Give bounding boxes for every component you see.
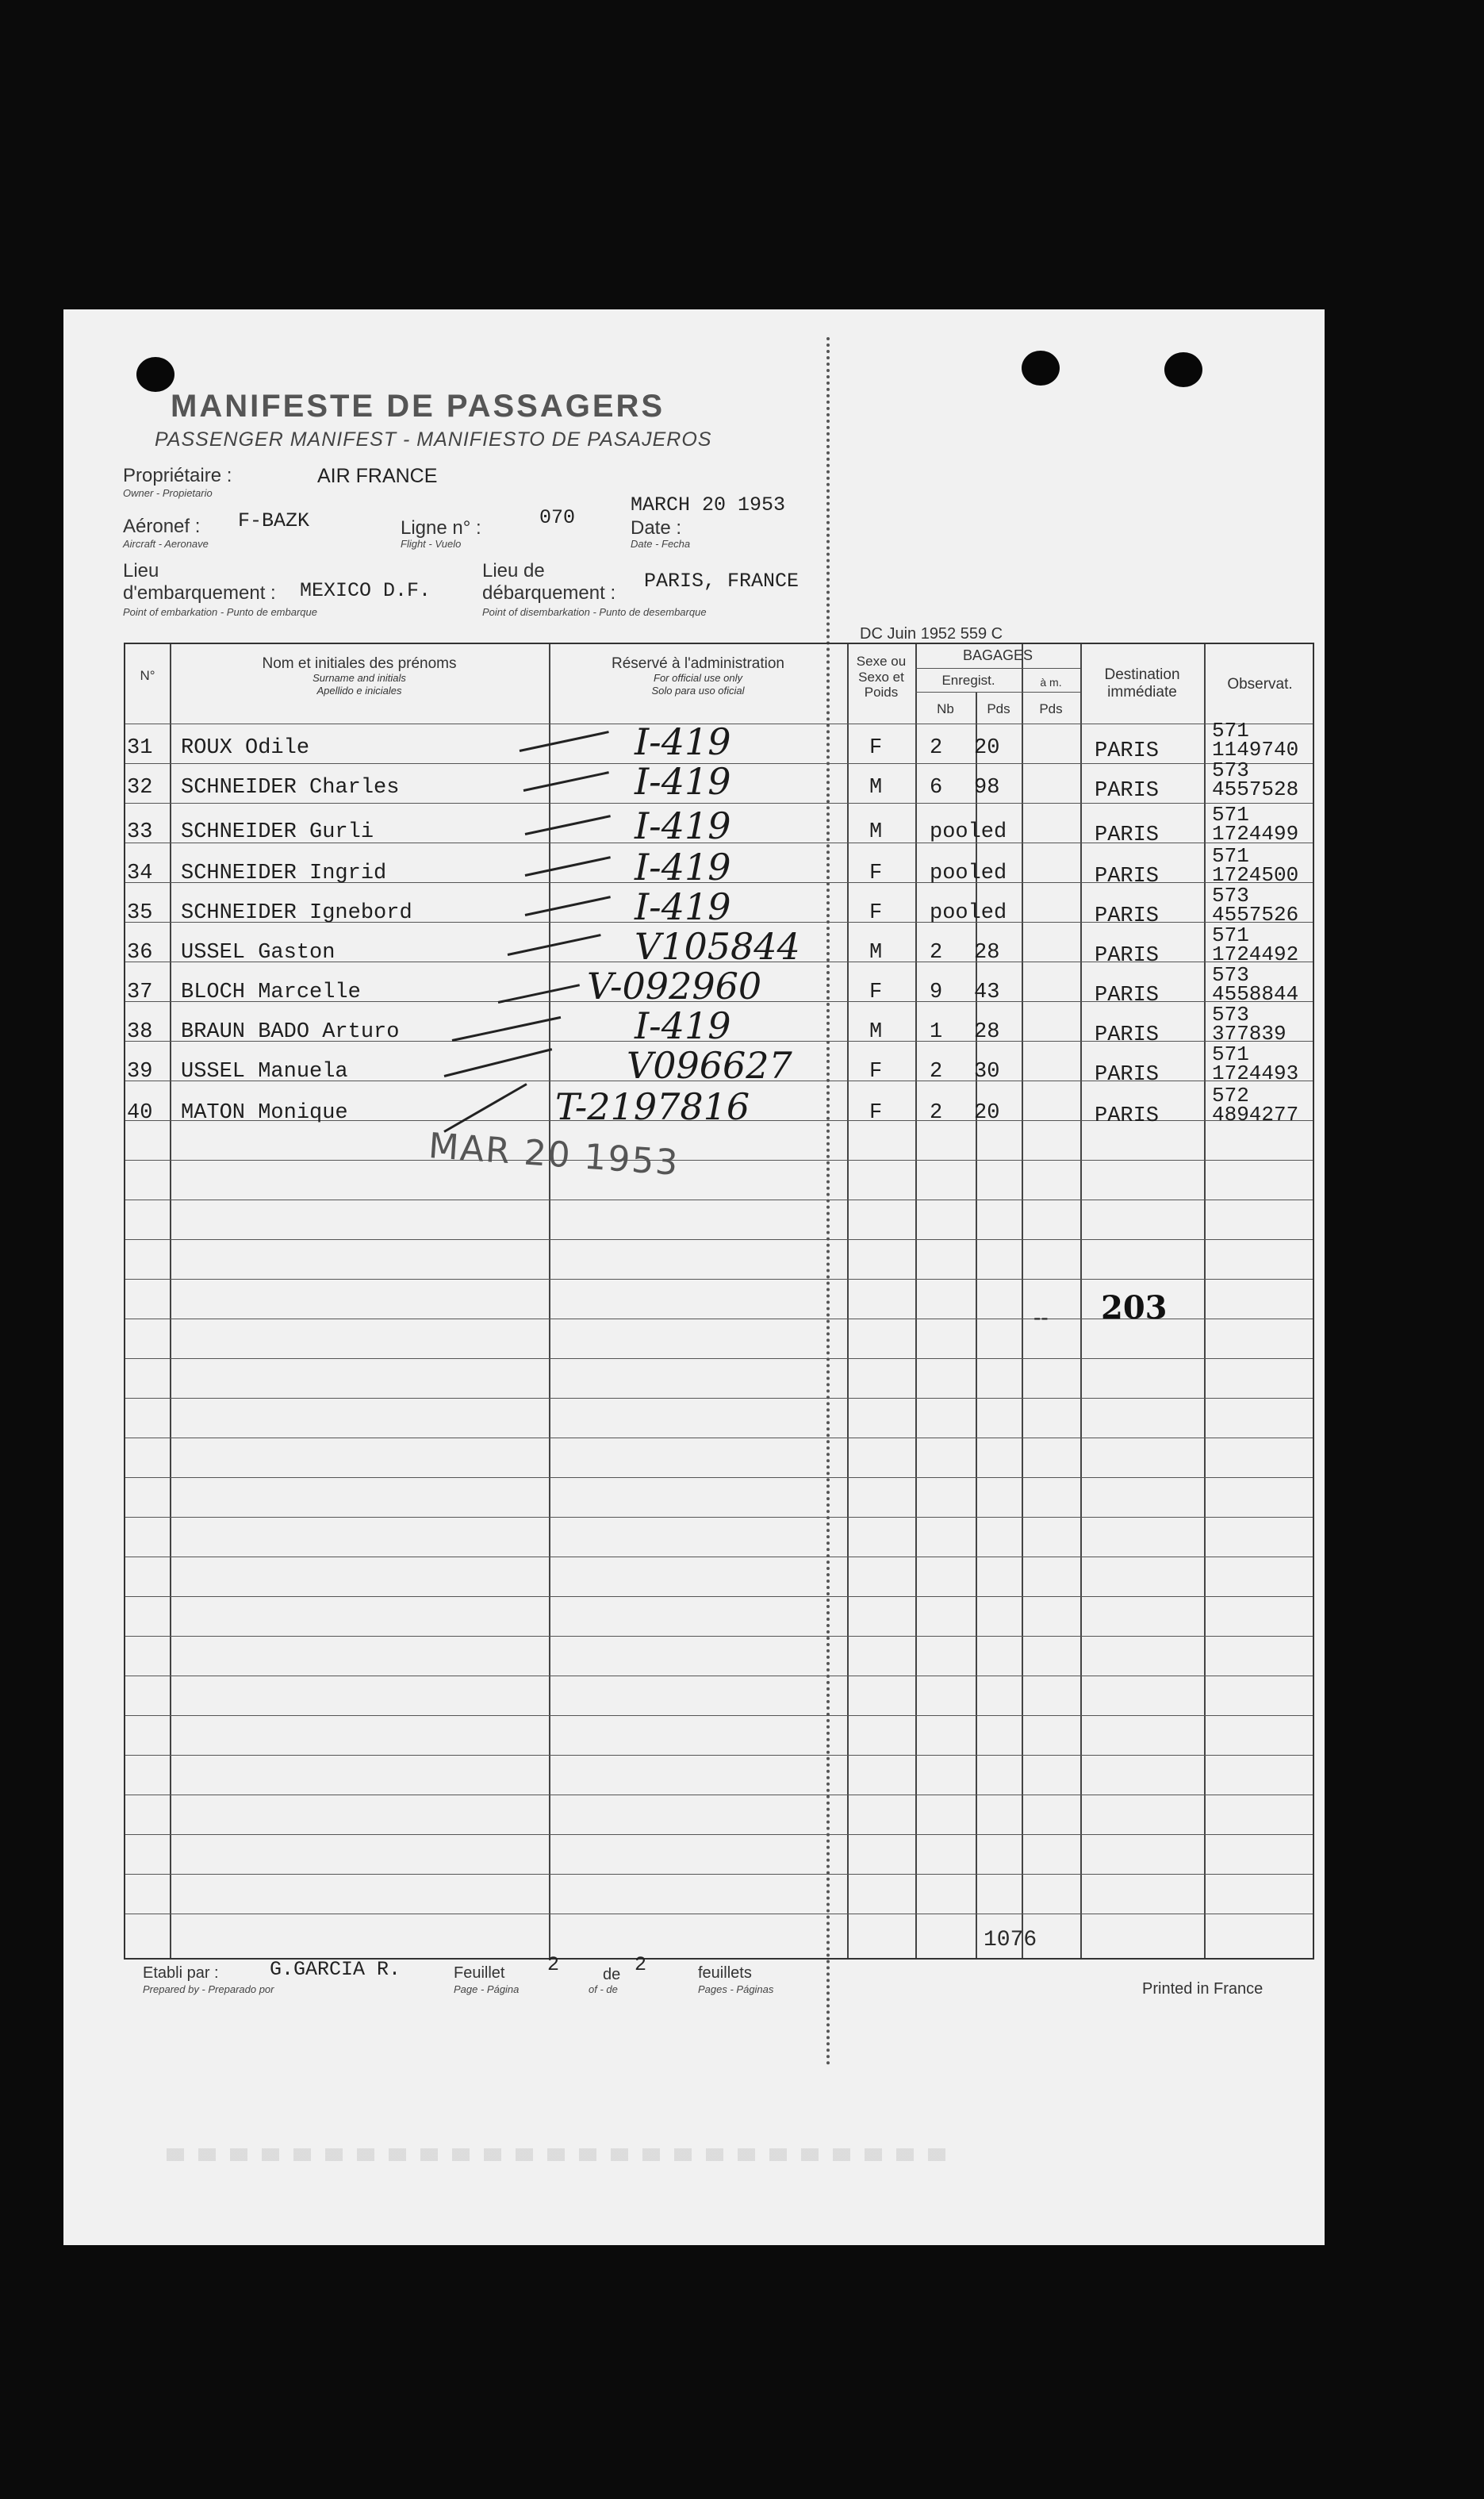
- observation-code: 573: [1212, 884, 1249, 908]
- owner-value: AIR FRANCE: [317, 465, 438, 487]
- disembark-label-1: Lieu de: [482, 560, 545, 582]
- admin-entry: I-419: [635, 885, 731, 928]
- row-number: 38: [127, 1020, 153, 1044]
- admin-entry: I-419: [635, 760, 731, 803]
- observation-number: 4894277: [1212, 1103, 1299, 1127]
- flight-value: 070: [539, 506, 576, 529]
- col-admin-header: Réservé à l'administration: [612, 655, 784, 672]
- flight-sublabel: Flight - Vuelo: [401, 538, 462, 550]
- destination-value: PARIS: [1095, 779, 1160, 803]
- sex-value: M: [869, 941, 883, 965]
- date-label: Date :: [631, 517, 682, 539]
- observation-number: 1724493: [1212, 1061, 1299, 1085]
- baggage-count: pooled: [930, 820, 1007, 844]
- of-label: de: [603, 1966, 621, 1983]
- passenger-name: USSEL Gaston: [181, 941, 336, 965]
- destination-value: PARIS: [1095, 904, 1160, 928]
- prepared-by-value: G.GARCIA R.: [270, 1958, 401, 1981]
- passenger-name: BRAUN BADO Arturo: [181, 1020, 400, 1044]
- admin-entry: T-2197816: [555, 1085, 750, 1128]
- aircraft-sublabel: Aircraft - Aeronave: [123, 538, 209, 550]
- baggage-weight: 30: [974, 1060, 1000, 1084]
- observation-code: 571: [1212, 803, 1249, 827]
- destination-value: PARIS: [1095, 1023, 1160, 1047]
- row-number: 37: [127, 981, 153, 1004]
- destination-value: PARIS: [1095, 739, 1160, 763]
- observation-code: 573: [1212, 758, 1249, 782]
- total-dash: --: [1033, 1305, 1049, 1330]
- form-reference: DC Juin 1952 559 C: [860, 625, 1003, 643]
- passenger-name: BLOCH Marcelle: [181, 981, 361, 1004]
- punch-hole-3: [1164, 352, 1202, 387]
- disembark-value: PARIS, FRANCE: [644, 570, 800, 593]
- col-registered-header: Enregist.: [941, 673, 995, 688]
- sheet-sublabel: Page - Página: [454, 1983, 520, 1995]
- passenger-name: SCHNEIDER Ingrid: [181, 862, 387, 885]
- baggage-count: 2: [930, 1101, 943, 1125]
- date-sublabel: Date - Fecha: [631, 538, 691, 550]
- sex-value: F: [869, 1101, 883, 1125]
- baggage-weight: 20: [974, 736, 1000, 760]
- observation-code: 573: [1212, 963, 1249, 987]
- total-baggage-weight: 1076: [984, 1928, 1037, 1952]
- col-no-header: N°: [140, 668, 155, 683]
- baggage-count: 9: [930, 981, 943, 1004]
- sex-value: F: [869, 901, 883, 925]
- col-baggage-header: BAGAGES: [962, 647, 1033, 663]
- admin-entry: V105844: [635, 925, 800, 968]
- observation-code: 571: [1212, 923, 1249, 947]
- col-observations-header: Observat.: [1227, 676, 1293, 693]
- sex-value: M: [869, 1020, 883, 1044]
- observation-code: 571: [1212, 1042, 1249, 1066]
- baggage-weight: 20: [974, 1101, 1000, 1125]
- row-number: 31: [127, 736, 153, 760]
- sex-value: F: [869, 1060, 883, 1084]
- disembark-label-2: débarquement :: [482, 582, 616, 604]
- observation-code: 573: [1212, 1003, 1249, 1027]
- observation-number: 1724500: [1212, 863, 1299, 887]
- passenger-name: SCHNEIDER Gurli: [181, 820, 374, 844]
- row-number: 36: [127, 941, 153, 965]
- baggage-count: 1: [930, 1020, 943, 1044]
- baggage-count: 2: [930, 941, 943, 965]
- embark-label-2: d'embarquement :: [123, 582, 276, 604]
- sheet-label: Feuillet: [454, 1964, 505, 1982]
- embark-sublabel: Point of embarkation - Punto de embarque: [123, 606, 317, 618]
- col-nb-header: Nb: [937, 701, 954, 716]
- baggage-weight: 28: [974, 1020, 1000, 1044]
- col-destination-header: Destination immédiate: [1104, 666, 1180, 701]
- observation-code: 571: [1212, 844, 1249, 868]
- observation-number: 1149740: [1212, 738, 1299, 762]
- passenger-name: SCHNEIDER Charles: [181, 776, 400, 800]
- baggage-count: 2: [930, 736, 943, 760]
- admin-entry: I-419: [635, 720, 731, 763]
- destination-value: PARIS: [1095, 984, 1160, 1008]
- destination-value: PARIS: [1095, 1063, 1160, 1087]
- flight-label: Ligne n° :: [401, 517, 481, 539]
- aircraft-label: Aéronef :: [123, 516, 201, 537]
- embark-label-1: Lieu: [123, 560, 159, 582]
- col-name-sub2: Apellido e iniciales: [316, 685, 402, 697]
- admin-entry: V-092960: [587, 965, 762, 1008]
- baggage-count: 6: [930, 776, 943, 800]
- disembark-sublabel: Point of disembarkation - Punto de desembarque: [482, 606, 707, 618]
- admin-entry: I-419: [635, 804, 731, 847]
- sheets-sublabel: Pages - Páginas: [698, 1983, 774, 1995]
- col-hand-pds-header: Pds: [1039, 701, 1063, 716]
- baggage-count: pooled: [930, 862, 1007, 885]
- col-hand-header: à m.: [1040, 676, 1062, 689]
- of-value: 2: [635, 1953, 647, 1976]
- observation-number: 1724492: [1212, 942, 1299, 966]
- observation-code: 572: [1212, 1084, 1249, 1107]
- of-sublabel: of - de: [589, 1983, 618, 1995]
- sex-value: F: [869, 862, 883, 885]
- row-number: 33: [127, 820, 153, 844]
- prepared-by-label: Etabli par :: [143, 1964, 219, 1982]
- destination-value: PARIS: [1095, 944, 1160, 968]
- baggage-count: pooled: [930, 901, 1007, 925]
- observation-number: 4557526: [1212, 903, 1299, 927]
- title-french: MANIFESTE DE PASSAGERS: [171, 389, 665, 424]
- sex-value: M: [869, 776, 883, 800]
- sex-value: F: [869, 736, 883, 760]
- sheet-value: 2: [547, 1953, 560, 1976]
- date-stamp: MAR 20 1953: [427, 1126, 681, 1184]
- destination-value: PARIS: [1095, 823, 1160, 847]
- baggage-weight: 28: [974, 941, 1000, 965]
- sheets-label: feuillets: [698, 1964, 752, 1982]
- owner-label: Propriétaire :: [123, 465, 232, 486]
- col-admin-sub1: For official use only: [654, 672, 742, 684]
- observation-code: 571: [1212, 719, 1249, 743]
- admin-entry: I-419: [635, 1004, 731, 1047]
- passenger-name: MATON Monique: [181, 1101, 348, 1125]
- col-pds-header: Pds: [987, 701, 1010, 716]
- passenger-name: SCHNEIDER Ignebord: [181, 901, 412, 925]
- col-sex-header: Sexe ou Sexo et Poids: [856, 654, 907, 701]
- embark-value: MEXICO D.F.: [300, 579, 431, 602]
- passenger-name: USSEL Manuela: [181, 1060, 348, 1084]
- destination-value: PARIS: [1095, 865, 1160, 889]
- punch-hole-2: [1022, 351, 1060, 386]
- admin-entry: V096627: [627, 1044, 792, 1087]
- owner-sublabel: Owner - Propietario: [123, 487, 213, 499]
- sex-value: F: [869, 981, 883, 1004]
- punch-hole-1: [136, 357, 174, 392]
- col-name-header: Nom et initiales des prénoms: [262, 655, 457, 672]
- baggage-count: 2: [930, 1060, 943, 1084]
- row-number: 39: [127, 1060, 153, 1084]
- observation-number: 4558844: [1212, 982, 1299, 1006]
- aircraft-value: F-BAZK: [238, 509, 310, 532]
- col-admin-sub2: Solo para uso oficial: [651, 685, 745, 697]
- admin-entry: I-419: [635, 846, 731, 889]
- row-number: 34: [127, 862, 153, 885]
- row-number: 35: [127, 901, 153, 925]
- observation-number: 377839: [1212, 1022, 1287, 1046]
- row-number: 32: [127, 776, 153, 800]
- observation-number: 4557528: [1212, 777, 1299, 801]
- observation-number: 1724499: [1212, 822, 1299, 846]
- destination-value: PARIS: [1095, 1104, 1160, 1128]
- prepared-by-sublabel: Prepared by - Preparado por: [143, 1983, 274, 1995]
- date-value: MARCH 20 1953: [631, 493, 786, 516]
- baggage-weight: 43: [974, 981, 1000, 1004]
- row-number: 40: [127, 1101, 153, 1125]
- passenger-name: ROUX Odile: [181, 736, 310, 760]
- total-handwritten: 203: [1101, 1289, 1168, 1326]
- baggage-weight: 98: [974, 776, 1000, 800]
- col-name-sub1: Surname and initials: [313, 672, 406, 684]
- sex-value: M: [869, 820, 883, 844]
- title-english: PASSENGER MANIFEST - MANIFIESTO DE PASAJEROS: [155, 428, 712, 451]
- bleed-through-marks: [167, 2148, 960, 2161]
- printed-in-france: Printed in France: [1142, 1980, 1264, 1998]
